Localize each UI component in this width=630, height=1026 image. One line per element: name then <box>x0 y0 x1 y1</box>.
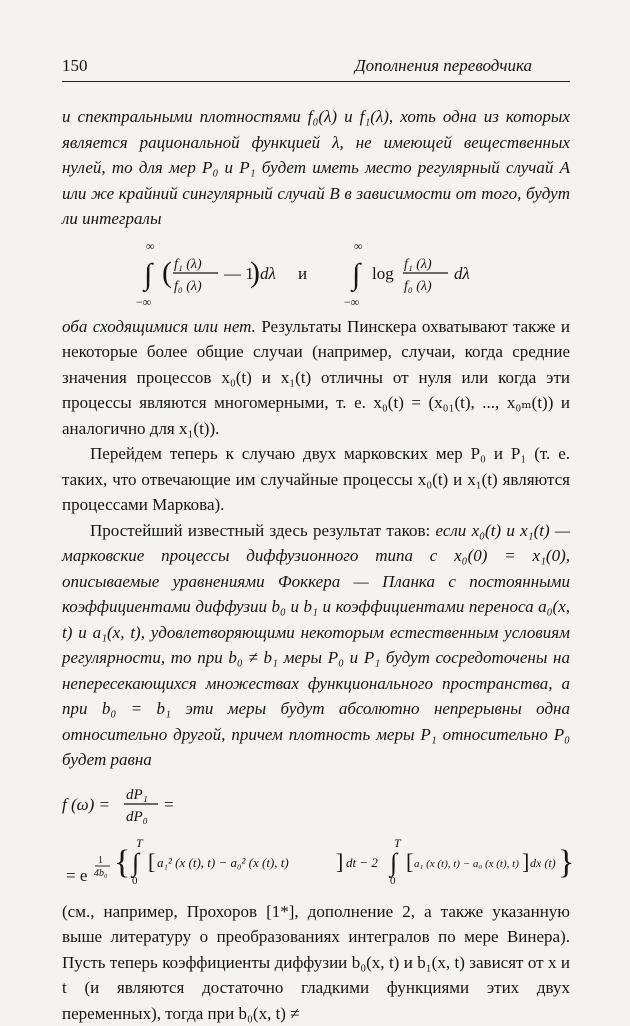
upper-limit-1: ∞ <box>146 239 155 253</box>
paragraph-5: (см., например, Прохоров [1*], дополнение 2, а также указанную выше литературу о преобразованиях интегралов по мере Винера). Пусть теперь коэффициенты диффузии b₀(x, t) и b₁(x, t) зависят от x и t (и являются достаточно гладкими функциями этих двух переменных), тогда при b₀(x, t) ≠ <box>62 899 570 1026</box>
d-lambda-2: dλ <box>454 264 470 283</box>
exp-num: 1 <box>98 855 103 866</box>
upper-limit-2: ∞ <box>354 239 363 253</box>
lower-limit-1: −∞ <box>136 295 151 309</box>
integral-sign-2: ∫ <box>350 258 362 293</box>
body-text <box>62 104 570 1026</box>
frac-den-2: f₀ (λ) <box>404 279 432 294</box>
paragraph-4 <box>62 518 570 773</box>
d-lambda-1: dλ <box>260 264 276 283</box>
paragraph-1: и спектральными плотностями f₀(λ) и f₁(λ), хоть одна из которых является рациональной функцией λ, не имеющей вещественных нулей, то для мер P₀ и P₁ будет иметь место регулярный случай A или же крайний сингулярный случай B в зависимости от того, будут ли интегралы <box>62 104 570 232</box>
formula-density-rhs <box>62 829 570 899</box>
limit-0-1: 0 <box>132 875 138 887</box>
brace-left: { <box>114 844 130 881</box>
log-text: log <box>372 264 394 283</box>
formula-integrals-svg <box>126 238 506 310</box>
a1-minus-a0: a₁ (x (t), t) − a₀ (x (t), t) <box>414 858 519 870</box>
bracket-r-1: ] <box>336 849 343 874</box>
paragraph-3: Перейдем теперь к случаю двух марковских мер P₀ и P₁ (т. е. таких, что отвечающие им случайные процессы x₀(t) и x₁(t) являются процессами Маркова). <box>62 441 570 518</box>
dp0: dP₀ <box>126 809 148 825</box>
exp-den: 4b₀ <box>94 868 108 879</box>
running-header <box>62 56 570 78</box>
frac-num-1: f₁ (λ) <box>174 257 202 272</box>
brace-right: } <box>558 844 574 881</box>
paragraph-2-italic: оба сходящимися или нет. <box>62 317 256 336</box>
header-rule <box>62 81 570 82</box>
limit-T-1: T <box>136 836 144 850</box>
paragraph-2 <box>62 314 570 442</box>
eq-e: = e <box>66 866 87 885</box>
formula-integrals <box>62 238 570 310</box>
a1-squared: a₁² (x (t), t) − a₀² (x (t), t) <box>157 855 289 870</box>
formula-density-lhs <box>62 783 570 827</box>
paragraph-4-italic: если x₀(t) и x₁(t) — марковские процессы диффузионного типа с x₀(0) = x₁(0), описываемые уравнениями Фоккера — Планка с постоянными коэффициентами диффузии b₀ и b₁ и коэффициентами переноса a₀(x, t) и a₁(x, t), удовлетворяющими некоторым естественным условиям регулярности, то при b₀ ≠ b₁ меры P₀ и P₁ будут сосредоточены на непересекающихся множествах функционального пространства, а при b₀ = b₁ эти меры будут абсолютно непрерывны одна относительно другой, причем плотность меры P₁ относительно P₀ будет равна <box>62 521 570 770</box>
dx: dx (t) <box>530 856 556 870</box>
paragraph-2-rest: Результаты Пинскера охватывают также и некоторые более общие случаи (например, случаи, когда средние значения процессов x₀(t) и x₁(t) отличны от нуля или когда эти процессы являются многомерными, т. е. x₀(t) = (x₀₁(t), ..., x₀ₘ(t)) и аналогично для x₁(t)). <box>62 317 570 438</box>
running-title: Дополнения переводчика <box>355 56 570 76</box>
int-1: ∫ <box>130 848 141 878</box>
paren-left: ( <box>162 256 172 289</box>
paren-right: ) <box>250 256 260 289</box>
conjunction: и <box>298 264 307 283</box>
limit-T-2: T <box>394 836 402 850</box>
page-number: 150 <box>62 56 88 76</box>
frac-den-1: f₀ (λ) <box>174 279 202 294</box>
bracket-r-2: ] <box>522 849 529 874</box>
f-omega: f (ω) = <box>62 795 110 814</box>
dp1: dP₁ <box>126 787 148 803</box>
formula-density-lhs-svg <box>62 783 222 827</box>
bracket-l-1: [ <box>148 849 155 874</box>
dt: dt − 2 <box>346 855 378 870</box>
int-2: ∫ <box>388 848 399 878</box>
page <box>62 56 570 78</box>
frac-num-2: f₁ (λ) <box>404 257 432 272</box>
integral-sign-1: ∫ <box>142 258 154 293</box>
minus-one: — 1 <box>223 264 254 283</box>
lower-limit-2: −∞ <box>344 295 359 309</box>
bracket-l-2: [ <box>406 849 413 874</box>
equals-sign: = <box>164 795 174 814</box>
paragraph-4-lead: Простейший известный здесь результат таков: <box>90 521 436 540</box>
formula-density-rhs-svg <box>62 829 570 899</box>
limit-0-2: 0 <box>390 875 396 887</box>
